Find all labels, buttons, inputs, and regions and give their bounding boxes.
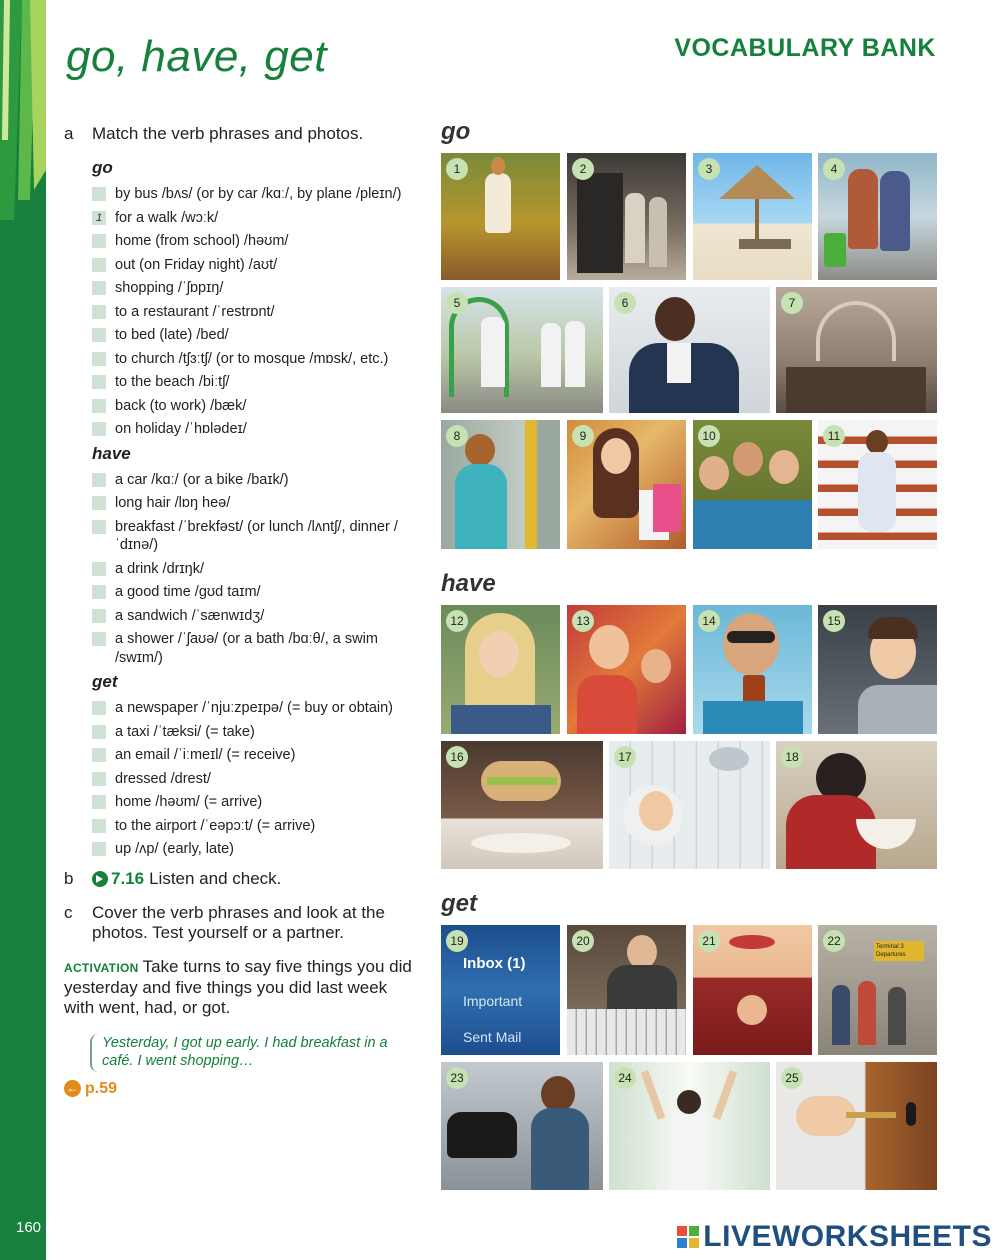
photo[interactable] xyxy=(567,605,686,734)
list-item xyxy=(92,723,414,742)
exercise-c xyxy=(64,903,414,943)
photo-number: 24 xyxy=(614,1067,636,1089)
airport-sign: Terminal 3 Departures xyxy=(874,941,924,961)
photo[interactable] xyxy=(818,153,937,280)
photo[interactable] xyxy=(441,420,560,549)
photos-have-heading: have xyxy=(441,570,496,597)
photo-number: 3 xyxy=(698,158,720,180)
list-item xyxy=(92,350,414,369)
photo-number: 7 xyxy=(781,292,803,314)
photo-number: 10 xyxy=(698,425,720,447)
exercise-b-text: Listen and check. xyxy=(149,868,282,888)
list-item xyxy=(92,607,414,626)
phrase-text: to church /tʃɜːtʃ/ (or to mosque /mɒsk/, etc.) xyxy=(115,350,389,367)
photo-number: 4 xyxy=(823,158,845,180)
page-reference[interactable] xyxy=(64,1080,414,1098)
photo-number: 5 xyxy=(446,292,468,314)
photos-go-heading: go xyxy=(441,118,471,145)
answer-box[interactable] xyxy=(92,422,106,436)
answer-box[interactable] xyxy=(92,187,106,201)
phrase-text: home (from school) /həʊm/ xyxy=(115,233,289,249)
audio-icon[interactable] xyxy=(92,871,108,887)
activation-label: ACTIVATION xyxy=(64,960,139,975)
list-item xyxy=(92,746,414,765)
photo-number: 6 xyxy=(614,292,636,314)
photo[interactable] xyxy=(776,1062,937,1190)
phrase-text: on holiday /ˈhɒlədeɪ/ xyxy=(115,421,247,437)
photo-number: 21 xyxy=(698,930,720,952)
photo[interactable] xyxy=(567,925,686,1055)
photo[interactable] xyxy=(441,741,603,869)
answer-box[interactable] xyxy=(92,328,106,342)
photo-number: 17 xyxy=(614,746,636,768)
answer-box[interactable] xyxy=(92,819,106,833)
answer-box[interactable] xyxy=(92,772,106,786)
answer-box[interactable] xyxy=(92,748,106,762)
photo[interactable] xyxy=(776,741,937,869)
answer-box[interactable] xyxy=(92,281,106,295)
logo-icon xyxy=(677,1226,699,1248)
photo[interactable] xyxy=(818,925,937,1055)
list-item xyxy=(92,326,414,345)
phrase-text: a drink /drɪŋk/ xyxy=(115,560,204,577)
photo-number: 20 xyxy=(572,930,594,952)
photo[interactable] xyxy=(441,1062,603,1190)
phrase-text: a sandwich /ˈsænwɪdʒ/ xyxy=(115,607,265,624)
photos-get-heading: get xyxy=(441,890,477,917)
photo-number: 14 xyxy=(698,610,720,632)
photo[interactable] xyxy=(609,1062,770,1190)
photo[interactable] xyxy=(567,153,686,280)
photo[interactable] xyxy=(441,287,603,413)
answer-box[interactable] xyxy=(92,234,106,248)
phrase-text: a taxi /ˈtæksi/ (= take) xyxy=(115,723,255,740)
photo[interactable] xyxy=(609,741,770,869)
list-item xyxy=(92,420,414,439)
list-item xyxy=(92,560,414,579)
answer-box[interactable] xyxy=(92,352,106,366)
list-item xyxy=(92,840,414,859)
answer-box[interactable] xyxy=(92,375,106,389)
sidebar-decoration xyxy=(0,0,46,220)
photo-number: 18 xyxy=(781,746,803,768)
phrase-text: dressed /drest/ xyxy=(115,770,211,787)
answer-box[interactable] xyxy=(92,520,106,534)
phrase-text: back (to work) /bæk/ xyxy=(115,397,247,414)
phrase-text: an email /ˈiːmeɪl/ (= receive) xyxy=(115,747,296,763)
photo-number: 23 xyxy=(446,1067,468,1089)
phrase-text: to the beach /biːtʃ/ xyxy=(115,374,230,390)
screen-important: Important xyxy=(463,993,523,1009)
list-item xyxy=(92,793,414,812)
photo[interactable] xyxy=(441,605,560,734)
photo-number: 2 xyxy=(572,158,594,180)
photo-number: 16 xyxy=(446,746,468,768)
phrase-text: out (on Friday night) /aʊt/ xyxy=(115,256,278,273)
answer-box[interactable] xyxy=(92,842,106,856)
have-list xyxy=(64,471,414,668)
photo[interactable] xyxy=(441,153,560,280)
exercise-a-text: Match the verb phrases and photos. xyxy=(92,124,364,143)
photo[interactable] xyxy=(441,925,560,1055)
list-item xyxy=(92,630,414,667)
photo[interactable] xyxy=(567,420,686,549)
exercise-a xyxy=(64,124,414,144)
get-list xyxy=(64,699,414,859)
list-item xyxy=(92,256,414,275)
photo[interactable] xyxy=(693,153,812,280)
list-item xyxy=(92,303,414,322)
exercise-c-text: Cover the verb phrases and look at the photos. Test yourself or a partner. xyxy=(92,902,385,942)
go-heading: go xyxy=(92,158,113,177)
logo-text: LIVEWORKSHEETS xyxy=(703,1220,992,1253)
phrase-text: by bus /bʌs/ (or by car /kɑː/, by plane /pleɪn/) xyxy=(115,186,402,202)
photo-number: 22 xyxy=(823,930,845,952)
page-number: 160 xyxy=(16,1219,42,1236)
answer-box[interactable] xyxy=(92,399,106,413)
phrase-text: shopping /ˈʃɒpɪŋ/ xyxy=(115,280,224,296)
answer-box[interactable] xyxy=(92,701,106,715)
activation-text: Take turns to say five things you did yesterday and five things you did last week with went, had, or got. xyxy=(64,956,412,1017)
speech-example: Yesterday, I got up early. I had breakfast in a café. I went shopping… xyxy=(94,1034,414,1070)
answer-box[interactable] xyxy=(92,305,106,319)
list-item xyxy=(92,494,414,513)
arrow-left-icon: ← xyxy=(64,1080,81,1097)
phrase-text: to a restaurant /ˈrestrɒnt/ xyxy=(115,303,275,320)
list-item xyxy=(92,397,414,416)
list-item xyxy=(92,817,414,836)
phrase-text: a car /kɑː/ (or a bike /baɪk/) xyxy=(115,471,289,488)
list-item xyxy=(92,770,414,789)
answer-box[interactable] xyxy=(92,795,106,809)
page-reference-text: p.59 xyxy=(85,1079,118,1097)
get-heading: get xyxy=(92,672,118,691)
answer-box[interactable] xyxy=(92,585,106,599)
answer-box[interactable] xyxy=(92,725,106,739)
phrase-text: to the airport /ˈeəpɔːt/ (= arrive) xyxy=(115,817,316,834)
photo[interactable] xyxy=(609,287,770,413)
phrase-text: breakfast /ˈbrekfəst/ (or lunch /lʌntʃ/, dinner /ˈdɪnə/) xyxy=(115,518,398,553)
photo[interactable] xyxy=(693,925,812,1055)
exercise-letter: b xyxy=(64,868,74,888)
liveworksheets-logo xyxy=(677,1220,992,1254)
answer-box[interactable] xyxy=(92,496,106,510)
photo-number: 9 xyxy=(572,425,594,447)
phrase-text: a good time /gʊd taɪm/ xyxy=(115,584,261,600)
list-item xyxy=(92,373,414,392)
photo-number: 19 xyxy=(446,930,468,952)
phrase-text: long hair /lɒŋ heə/ xyxy=(115,495,231,511)
photo[interactable] xyxy=(693,605,812,734)
answer-box[interactable] xyxy=(92,632,106,646)
screen-inbox: Inbox (1) xyxy=(463,955,526,972)
answer-box[interactable]: 1 xyxy=(92,211,106,225)
photo-number: 15 xyxy=(823,610,845,632)
photo-number: 8 xyxy=(446,425,468,447)
exercise-letter: c xyxy=(64,902,73,922)
exercise-b xyxy=(64,869,414,889)
photo[interactable] xyxy=(693,420,812,549)
activation xyxy=(64,957,414,1018)
photo[interactable] xyxy=(776,287,937,413)
photo-number: 11 xyxy=(823,425,845,447)
go-list xyxy=(64,185,414,439)
answer-box[interactable] xyxy=(92,473,106,487)
list-item xyxy=(92,279,414,298)
list-item xyxy=(92,232,414,251)
list-item xyxy=(92,471,414,490)
screen-sent: Sent Mail xyxy=(463,1029,522,1045)
phrase-text: a shower /ˈʃaʊə/ (or a bath /bɑːθ/, a swim /swɪm/) xyxy=(115,631,378,666)
page-title: go, have, get xyxy=(66,32,327,81)
photo-number: 13 xyxy=(572,610,594,632)
phrase-text: a newspaper /ˈnjuːzpeɪpə/ (= buy or obtain) xyxy=(115,700,394,716)
green-sidebar xyxy=(0,0,46,1260)
exercise-letter: a xyxy=(64,124,74,143)
answer-box[interactable] xyxy=(92,562,106,576)
phrase-text: to bed (late) /bed/ xyxy=(115,327,229,343)
photo-number: 1 xyxy=(446,158,468,180)
list-item xyxy=(92,583,414,602)
phrase-text: for a walk /wɔːk/ xyxy=(115,209,219,226)
list-item xyxy=(92,699,414,718)
answer-box[interactable] xyxy=(92,258,106,272)
list-item xyxy=(92,518,414,555)
photo[interactable] xyxy=(818,420,937,549)
list-item xyxy=(92,209,414,228)
photo-number: 12 xyxy=(446,610,468,632)
list-item xyxy=(92,185,414,204)
phrase-text: up /ʌp/ (early, late) xyxy=(115,841,235,857)
have-heading: have xyxy=(92,443,131,463)
section-label: VOCABULARY BANK xyxy=(674,34,936,62)
phrase-text: home /həʊm/ (= arrive) xyxy=(115,794,263,810)
exercise-column xyxy=(64,124,414,1098)
photo-number: 25 xyxy=(781,1067,803,1089)
track-number: 7.16 xyxy=(111,868,145,888)
answer-box[interactable] xyxy=(92,609,106,623)
photo[interactable] xyxy=(818,605,937,734)
